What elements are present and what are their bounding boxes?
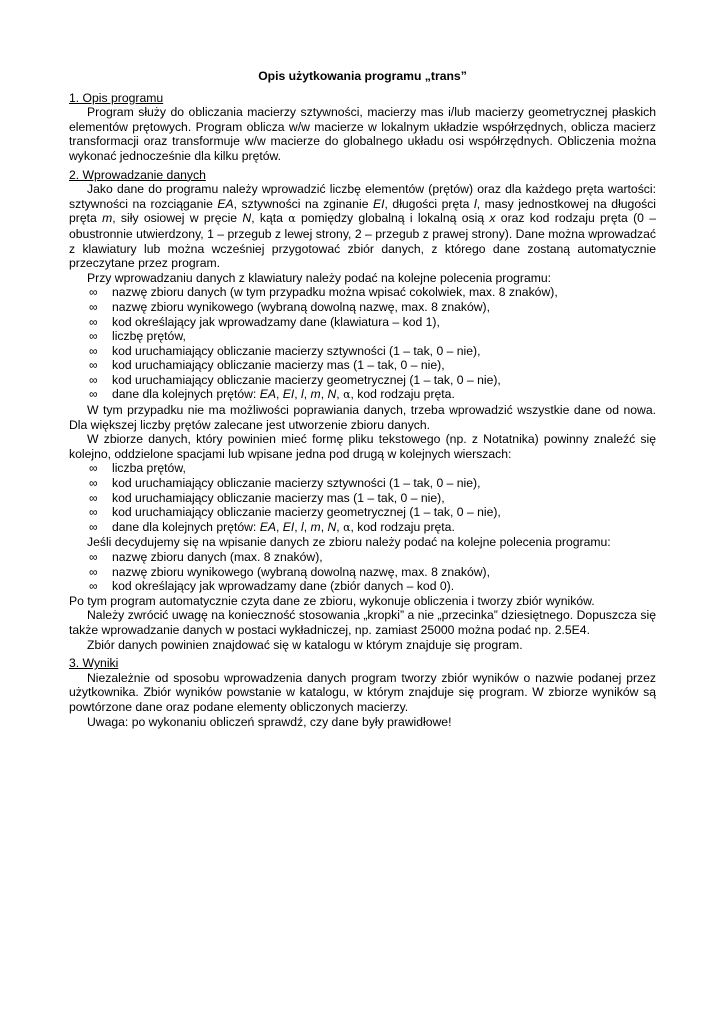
catalog-note-paragraph: Zbiór danych powinien znajdować się w katalogu w którym znajduje się program. <box>87 637 523 652</box>
warning-paragraph: Uwaga: po wykonaniu obliczeń sprawdź, czy dane były prawidłowe! <box>87 714 452 729</box>
document-body <box>69 69 656 729</box>
list-item: ∞ nazwę zbioru wynikowego (wybraną dowolną nazwę, max. 8 znaków), <box>89 564 490 579</box>
infinity-bullet-icon: ∞ <box>89 314 98 329</box>
infinity-bullet-icon: ∞ <box>89 550 98 564</box>
infinity-bullet-icon: ∞ <box>89 476 98 491</box>
document-title: Opis użytkowania programu „trans” <box>258 69 467 83</box>
results-paragraph: Niezależnie od sposobu wprowadzenia danych program tworzy zbiór wyników o nazwie podanej przez użytkownika. Zbiór wyników powstanie w katalogu, w którym znajduje się program. W zbiorze wyników są powtórzone dane oraz podane elementy obliczonych macierzy. <box>69 670 656 714</box>
keyboard-input-note: W tym przypadku nie ma możliwości poprawiania danych, trzeba wprowadzić wszystkie dane od nowa. Dla większej liczby prętów zalecane jest utworzenie zbioru danych. <box>69 403 656 432</box>
keyboard-input-list <box>69 285 656 403</box>
list-item: ∞ kod określający jak wprowadzamy dane (klawiatura – kod 1), <box>89 314 440 329</box>
file-input-intro: W zbiorze danych, który powinien mieć formę pliku tekstowego (np. z Notatnika) powinny znaleźć się kolejno, oddzielone spacjami lub wpisane jedna pod drugą w kolejnych wierszach: <box>69 432 656 461</box>
list-item: ∞ kod określający jak wprowadzamy dane (zbiór danych – kod 0). <box>89 579 455 594</box>
data-input-intro-paragraph: Jako dane do programu należy wprowadzić liczbę elementów (prętów) oraz dla każdego pręta wartości: sztywności na rozciąganie EA, sztywności na zginanie EI, długości pręta l, masy jednostkowej na długości pręta m, siły osiowej w pręcie N, kąta α pomiędzy globalną i lokalną osią x oraz kod rodzaju pręta (0 – obustronnie utwierdzony, 1 – przegub z lewej strony, 2 – przegub z prawej strony). Dane można wprowadzać z klawiatury lub można wcześniej przygotować zbiór danych, z którego dane zostaną automatycznie przeczytane przez program. <box>69 182 657 271</box>
infinity-bullet-icon: ∞ <box>89 285 98 300</box>
list-item: ∞ kod uruchamiający obliczanie macierzy sztywności (1 – tak, 0 – nie), <box>89 343 481 358</box>
list-item: ∞ liczba prętów, <box>89 461 186 476</box>
list-item: ∞ kod uruchamiający obliczanie macierzy geometrycznej (1 – tak, 0 – nie), <box>89 505 501 520</box>
infinity-bullet-icon: ∞ <box>89 358 98 373</box>
section-heading-data-input: 2. Wprowadzanie danych <box>69 167 206 182</box>
infinity-bullet-icon: ∞ <box>89 343 98 358</box>
infinity-bullet-icon: ∞ <box>89 579 98 594</box>
list-item: ∞ kod uruchamiający obliczanie macierzy sztywności (1 – tak, 0 – nie), <box>89 476 481 491</box>
list-item: ∞ dane dla kolejnych prętów: EA, EI, l, m, N, α, kod rodzaju pręta. <box>89 519 455 534</box>
infinity-bullet-icon: ∞ <box>89 329 98 344</box>
list-item: ∞ nazwę zbioru danych (max. 8 znaków), <box>89 550 323 564</box>
infinity-bullet-icon: ∞ <box>89 490 98 505</box>
section-heading-program-description: 1. Opis programu <box>69 90 164 105</box>
section-heading-results: 3. Wyniki <box>69 656 119 671</box>
infinity-bullet-icon: ∞ <box>89 564 98 579</box>
decimal-note-paragraph: Należy zwrócić uwagę na konieczność stosowania „kropki” a nie „przecinka” dziesiętnego. Dopuszcza się także wprowadzanie danych w postaci wykładniczej, np. zamiast 25000 można podać np. 2.5E4. <box>69 608 656 637</box>
list-item: ∞ liczbę prętów, <box>89 329 186 344</box>
infinity-bullet-icon: ∞ <box>89 387 98 402</box>
keyboard-input-intro: Przy wprowadzaniu danych z klawiatury należy podać na kolejne polecenia programu: <box>87 270 552 285</box>
file-prompt-list <box>69 550 656 594</box>
file-contents-list <box>69 461 656 535</box>
infinity-bullet-icon: ∞ <box>89 505 98 520</box>
list-item: ∞ kod uruchamiający obliczanie macierzy mas (1 – tak, 0 – nie), <box>89 358 445 373</box>
list-item: ∞ nazwę zbioru wynikowego (wybraną dowolną nazwę, max. 8 znaków), <box>89 299 490 314</box>
infinity-bullet-icon: ∞ <box>89 299 98 314</box>
infinity-bullet-icon: ∞ <box>89 461 98 476</box>
after-read-paragraph: Po tym program automatycznie czyta dane ze zbioru, wykonuje obliczenia i tworzy zbiór wyników. <box>69 593 595 608</box>
list-item: ∞ kod uruchamiający obliczanie macierzy geometrycznej (1 – tak, 0 – nie), <box>89 372 501 387</box>
list-item: ∞ kod uruchamiający obliczanie macierzy mas (1 – tak, 0 – nie), <box>89 490 445 505</box>
infinity-bullet-icon: ∞ <box>89 519 98 534</box>
program-description-paragraph: Program służy do obliczania macierzy sztywności, macierzy mas i/lub macierzy geometrycznej płaskich elementów prętowych. Program oblicza w/w macierze w lokalnym układzie współrzędnych, oblicza macierz transformacji oraz transformuje w/w macierze do globalnego układu osi współrzędnych. Obliczenia można wykonać jednocześnie dla kilku prętów. <box>69 105 656 163</box>
list-item: ∞ dane dla kolejnych prętów: EA, EI, l, m, N, α, kod rodzaju pręta. <box>89 387 455 402</box>
file-prompt-intro: Jeśli decydujemy się na wpisanie danych ze zbioru należy podać na kolejne polecenia programu: <box>87 535 611 550</box>
list-item: ∞ nazwę zbioru danych (w tym przypadku można wpisać cokolwiek, max. 8 znaków), <box>89 285 558 300</box>
infinity-bullet-icon: ∞ <box>89 372 98 387</box>
